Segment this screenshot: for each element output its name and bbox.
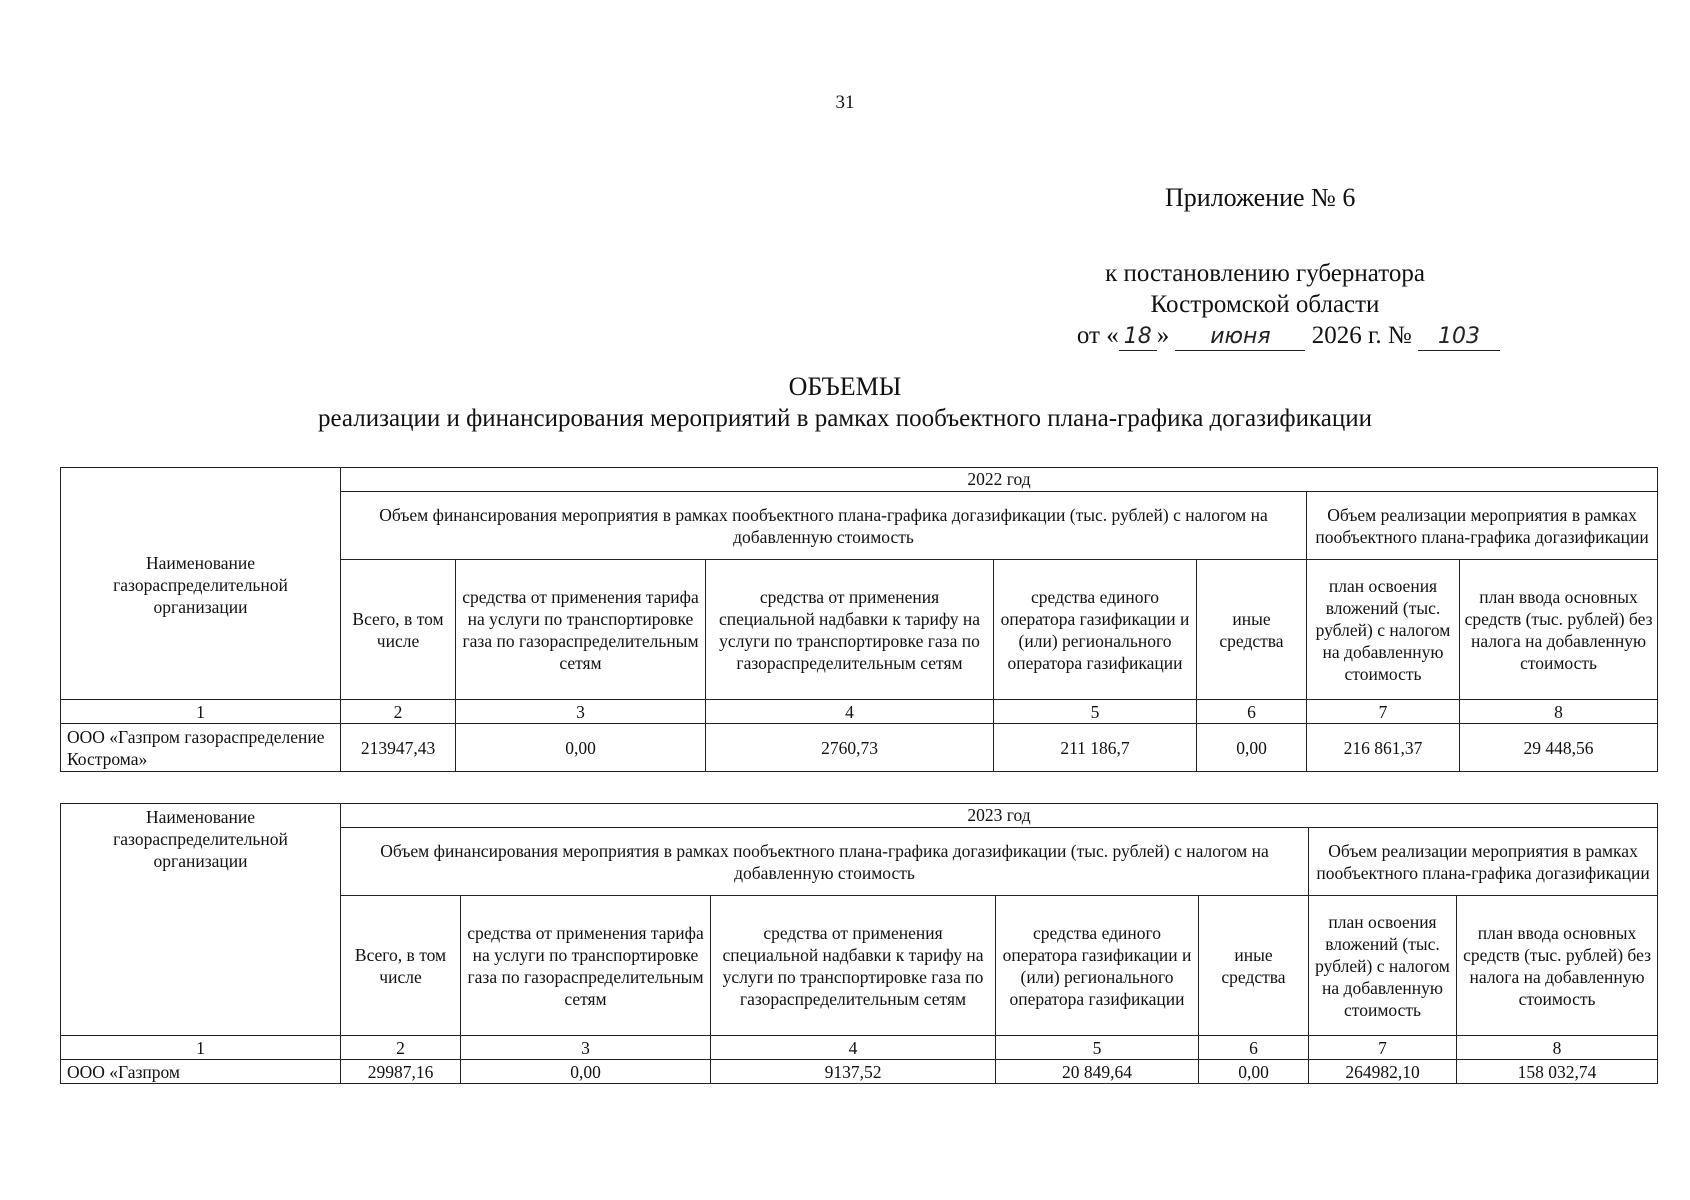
value-cell-gas-operator: 20 849,64	[996, 1060, 1199, 1084]
column-number: 6	[1199, 1036, 1309, 1060]
column-header-investment-plan: план освоения вложений (тыс. рублей) с налогом на добавленную стоимость	[1309, 896, 1457, 1036]
column-header-other: иные средства	[1197, 560, 1307, 700]
document-subtitle: реализации и финансирования мероприятий в рамках пообъектного плана-графика догазификации	[318, 405, 1372, 432]
value-cell-surcharge: 9137,52	[711, 1060, 996, 1084]
funding-header: Объем финансирования мероприятия в рамках пообъектного плана-графика догазификации (тыс. рублей) с налогом на добавленную стоимость	[341, 828, 1309, 896]
column-number: 1	[61, 700, 341, 724]
decree-line-1: к постановлению губернатора	[1105, 260, 1425, 287]
funding-table-2023	[60, 803, 1658, 1084]
value-cell-fixed-assets-plan: 158 032,74	[1457, 1060, 1658, 1084]
column-number: 5	[994, 700, 1197, 724]
realization-header: Объем реализации мероприятия в рамках пообъектного плана-графика догазификации	[1309, 828, 1658, 896]
org-name-cell: ООО «Газпром газораспределение Кострома»	[61, 724, 341, 772]
column-header-surcharge: средства от применения специальной надбавки к тарифу на услуги по транспортировке газа по газораспределительным сетям	[706, 560, 994, 700]
column-number: 8	[1457, 1036, 1658, 1060]
column-header-fixed-assets-plan: план ввода основных средств (тыс. рублей) без налога на добавленную стоимость	[1460, 560, 1658, 700]
column-header-fixed-assets-plan: план ввода основных средств (тыс. рублей) без налога на добавленную стоимость	[1457, 896, 1658, 1036]
value-cell-investment-plan: 264982,10	[1309, 1060, 1457, 1084]
handwritten-day: 18	[1119, 324, 1157, 351]
org-name-cell: ООО «Газпром	[61, 1060, 341, 1084]
value-cell-total: 29987,16	[341, 1060, 461, 1084]
org-name-header: Наименование газораспределительной организации	[61, 804, 341, 1036]
column-header-total: Всего, в том числе	[341, 896, 461, 1036]
column-number: 8	[1460, 700, 1658, 724]
column-header-surcharge: средства от применения специальной надбавки к тарифу на услуги по транспортировке газа по газораспределительным сетям	[711, 896, 996, 1036]
table-row	[61, 1060, 1658, 1084]
column-number: 6	[1197, 700, 1307, 724]
value-cell-other: 0,00	[1199, 1060, 1309, 1084]
date-mid: »	[1156, 322, 1170, 349]
column-number: 3	[456, 700, 706, 724]
year-header: 2023 год	[341, 804, 1658, 828]
column-header-gas-operator: средства единого оператора газификации и (или) регионального оператора газификации	[994, 560, 1197, 700]
document-title: ОБЪЕМЫ	[788, 372, 902, 401]
handwritten-month: июня	[1175, 324, 1305, 351]
value-cell-gas-operator: 211 186,7	[994, 724, 1197, 772]
column-header-other: иные средства	[1199, 896, 1309, 1036]
column-number: 2	[341, 1036, 461, 1060]
column-number: 4	[711, 1036, 996, 1060]
column-number-row	[61, 700, 1658, 724]
funding-header: Объем финансирования мероприятия в рамках пообъектного плана-графика догазификации (тыс. рублей) с налогом на добавленную стоимость	[341, 492, 1307, 560]
column-header-total: Всего, в том числе	[341, 560, 456, 700]
date-suffix: 2026 г. №	[1311, 322, 1412, 349]
column-number: 7	[1309, 1036, 1457, 1060]
value-cell-tariff: 0,00	[456, 724, 706, 772]
value-cell-surcharge: 2760,73	[706, 724, 994, 772]
value-cell-total: 213947,43	[341, 724, 456, 772]
column-number: 4	[706, 700, 994, 724]
appendix-title: Приложение № 6	[1165, 183, 1356, 212]
column-number: 2	[341, 700, 456, 724]
column-header-tariff: средства от применения тарифа на услуги по транспортировке газа по газораспределительным сетям	[456, 560, 706, 700]
org-name-header: Наименование газораспределительной организации	[61, 468, 341, 700]
handwritten-decree-number: 103	[1418, 324, 1500, 351]
year-header: 2022 год	[341, 468, 1658, 492]
page-number: 31	[835, 92, 855, 113]
column-number-row	[61, 1036, 1658, 1060]
column-number: 5	[996, 1036, 1199, 1060]
column-header-gas-operator: средства единого оператора газификации и (или) регионального оператора газификации	[996, 896, 1199, 1036]
date-prefix: от «	[1076, 322, 1119, 349]
funding-table-2022	[60, 467, 1658, 772]
table-row	[61, 724, 1658, 772]
decree-reference	[1030, 258, 1500, 351]
column-header-tariff: средства от применения тарифа на услуги по транспортировке газа по газораспределительным сетям	[461, 896, 711, 1036]
column-number: 7	[1307, 700, 1460, 724]
column-header-investment-plan: план освоения вложений (тыс. рублей) с налогом на добавленную стоимость	[1307, 560, 1460, 700]
value-cell-fixed-assets-plan: 29 448,56	[1460, 724, 1658, 772]
decree-date-line	[1030, 320, 1500, 351]
decree-line-2: Костромской области	[1150, 291, 1380, 318]
value-cell-investment-plan: 216 861,37	[1307, 724, 1460, 772]
realization-header: Объем реализации мероприятия в рамках пообъектного плана-графика догазификации	[1307, 492, 1658, 560]
value-cell-tariff: 0,00	[461, 1060, 711, 1084]
value-cell-other: 0,00	[1197, 724, 1307, 772]
column-number: 3	[461, 1036, 711, 1060]
column-number: 1	[61, 1036, 341, 1060]
